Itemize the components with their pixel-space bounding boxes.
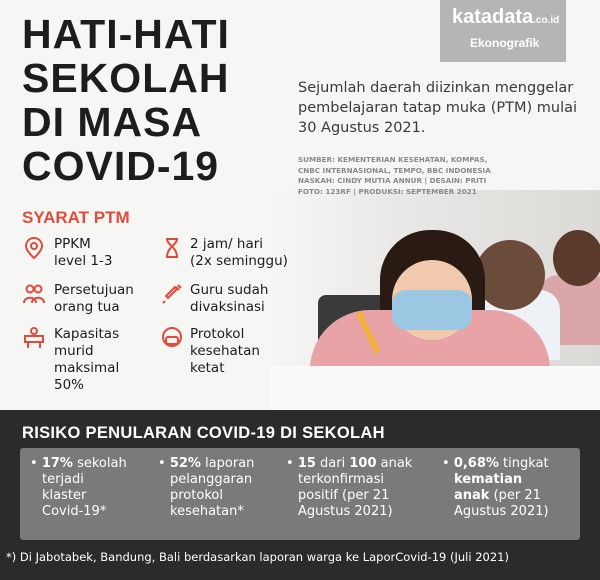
logo: katadata.co.id	[452, 6, 560, 28]
req-duration: 2 jam/ hari (2x seminggu)	[190, 236, 288, 269]
req-ppkm: PPKM level 1-3	[54, 236, 113, 269]
parents-icon	[22, 282, 46, 306]
hourglass-icon	[160, 236, 184, 260]
req-parents: Persetujuan orang tua	[54, 282, 134, 315]
students-icon	[22, 326, 46, 350]
req-protocol: Protokol kesehatan ketat	[190, 326, 260, 376]
req-capacity: Kapasitas murid maksimal 50%	[54, 326, 120, 393]
mask-face-icon	[160, 326, 184, 350]
credits: SUMBER: KEMENTERIAN KESEHATAN, KOMPAS, CNBC INTERNASIONAL, TEMPO, BBC INDONESIA NASKAH: CINDY MUTIA ANNUR | DESAIN: PRITI FOTO: 123RF | PRODUKSI: SEPTEMBER 2021	[298, 155, 491, 196]
syarat-title: SYARAT PTM	[22, 208, 130, 227]
page-title: HATI-HATI SEKOLAH DI MASA COVID-19	[22, 11, 230, 189]
footnote: *) Di Jabotabek, Bandung, Bali berdasarkan laporan warga ke LaporCovid-19 (Juli 2021)	[6, 550, 509, 564]
syringe-icon	[160, 282, 184, 306]
logo-subtitle: Ekonografik	[470, 36, 540, 50]
risk-title: RISIKO PENULARAN COVID-19 DI SEKOLAH	[22, 424, 385, 442]
stat-confirmed: • 15 dari 100 anak terkonfirmasi positif (per 21 Agustus 2021)	[286, 456, 413, 519]
req-teachers: Guru sudah divaksinasi	[190, 282, 269, 315]
stat-violation: • 52% laporan pelanggaran protokol kesehatan*	[158, 456, 255, 519]
lead-text: Sejumlah daerah diizinkan menggelar pembelajaran tatap muka (PTM) mulai 30 Agustus 2021.	[298, 80, 578, 136]
classroom-photo	[270, 190, 600, 410]
map-pin-icon	[22, 236, 46, 260]
stat-mortality: • 0,68% tingkat kematian anak (per 21 Agustus 2021)	[442, 456, 549, 519]
stat-cluster: • 17% sekolah terjadi klaster Covid-19*	[30, 456, 127, 519]
